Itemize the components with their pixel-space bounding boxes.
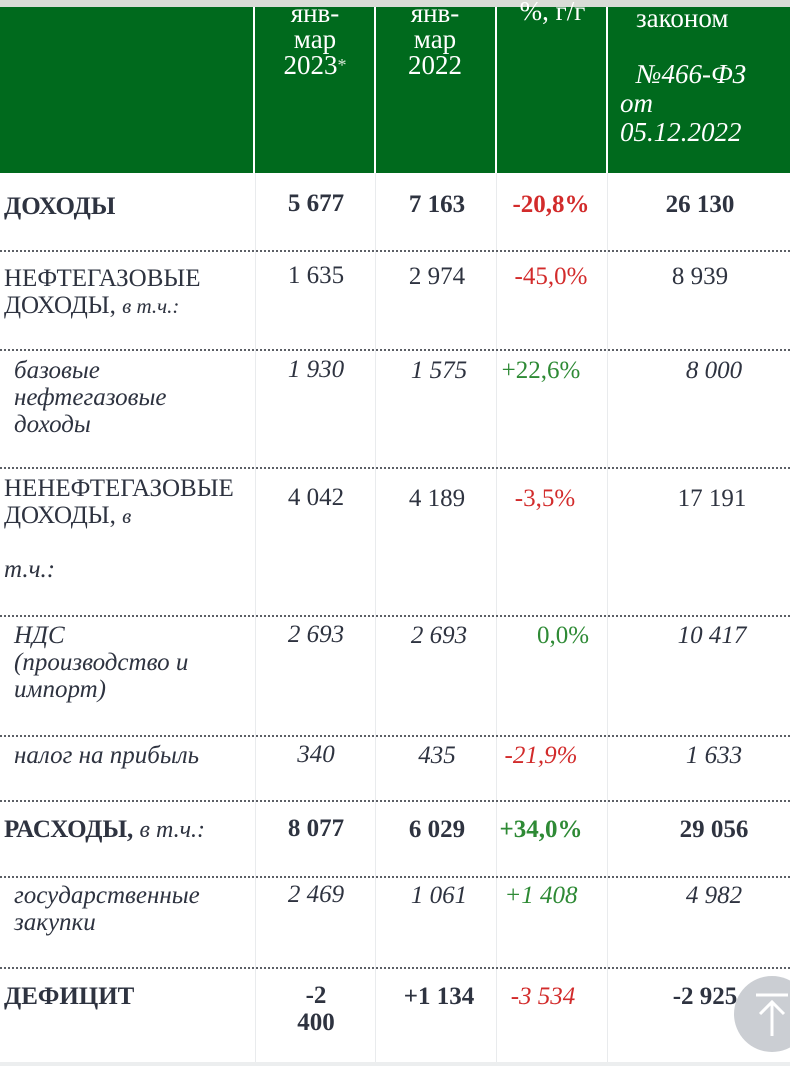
header-col-2022-line2: мар xyxy=(413,24,457,54)
row-separator xyxy=(0,615,790,617)
value-pct: +1 408 xyxy=(504,882,578,909)
row-separator xyxy=(0,876,790,878)
header-col-law-line4: 05.12.2022 xyxy=(620,117,742,147)
header-col-law xyxy=(620,4,746,147)
value-law: 8 939 xyxy=(671,263,729,290)
value-2022: 7 163 xyxy=(408,191,466,218)
row-label-line3: доходы xyxy=(14,411,91,438)
row-label xyxy=(14,357,167,438)
header-col-law-line3: от xyxy=(620,88,653,118)
row-label-line1: НЕФТЕГАЗОВЫЕ xyxy=(4,265,201,292)
value-law: 4 982 xyxy=(685,882,743,909)
value-law: 8 000 xyxy=(685,357,743,384)
row-separator xyxy=(0,349,790,351)
row-label-line2: ДОХОДЫ, xyxy=(4,292,116,319)
header-col-2023-line1: янв- xyxy=(290,0,340,28)
row-separator xyxy=(0,467,790,469)
value-2023: 1 635 xyxy=(287,262,345,289)
table-header xyxy=(0,0,790,173)
column-line xyxy=(255,173,256,1063)
header-col-2022-line3: 2022 xyxy=(408,50,462,80)
row-label xyxy=(4,475,234,583)
row-label xyxy=(14,882,200,936)
header-col-law-line2: №466-ФЗ xyxy=(636,59,747,89)
value-2023: 2 693 xyxy=(287,621,345,648)
row-label-line1: НЕНЕФТЕГАЗОВЫЕ xyxy=(4,475,234,502)
row-label: ДОХОДЫ xyxy=(4,193,116,220)
row-label-line3: т.ч.: xyxy=(4,556,56,583)
row-label xyxy=(14,622,188,703)
row-separator xyxy=(0,735,790,737)
value-law: 26 130 xyxy=(665,191,735,218)
value-law: 29 056 xyxy=(679,816,749,843)
header-col-2023-line2: мар xyxy=(293,24,337,54)
value-law: 17 191 xyxy=(677,485,747,512)
row-label: ДЕФИЦИТ xyxy=(4,983,135,1010)
row-label-note: в т.ч.: xyxy=(139,817,206,843)
header-footnote-mark: * xyxy=(337,55,347,75)
row-label-line2: закупки xyxy=(14,909,96,936)
value-2023-line2: 400 xyxy=(297,1009,335,1036)
header-col-2023 xyxy=(270,0,360,78)
row-label-line2: (производство и xyxy=(14,649,189,676)
row-label-line3: импорт) xyxy=(14,676,107,703)
header-divider xyxy=(253,7,255,173)
value-2023: 1 930 xyxy=(287,356,345,383)
row-label-line1: НДС xyxy=(14,622,65,649)
column-line xyxy=(496,173,497,1063)
arrow-up-to-top-icon xyxy=(752,992,790,1038)
value-2022: 1 575 xyxy=(410,357,468,384)
value-2023-line1: -2 xyxy=(305,982,327,1009)
value-2022: 6 029 xyxy=(408,816,466,843)
value-law: 10 417 xyxy=(677,622,747,649)
row-label: налог на прибыль xyxy=(14,742,200,769)
header-col-2022 xyxy=(390,0,480,78)
value-2023: 4 042 xyxy=(287,484,345,511)
row-label-line2: ДОХОДЫ, xyxy=(4,502,116,529)
row-separator xyxy=(0,800,790,802)
value-2022: +1 134 xyxy=(403,983,475,1010)
header-col-2022-line1: янв- xyxy=(410,0,460,28)
row-label-line1: базовые xyxy=(14,357,100,384)
value-pct: -3 534 xyxy=(510,983,576,1010)
header-col-2023-line3: 2023 xyxy=(283,50,338,80)
value-pct: -3,5% xyxy=(514,485,576,512)
row-label-note: в т.ч.: xyxy=(122,294,180,318)
row-label-note: в xyxy=(122,504,132,528)
value-pct: -45,0% xyxy=(514,263,588,290)
row-separator xyxy=(0,250,790,252)
row-separator xyxy=(0,967,790,969)
row-label-line1: государственные xyxy=(14,882,200,909)
column-line xyxy=(607,173,608,1063)
value-2023: 2 469 xyxy=(287,881,345,908)
value-pct: 0,0% xyxy=(536,622,590,649)
row-label xyxy=(4,816,205,844)
value-pct: +22,6% xyxy=(501,357,581,384)
header-divider xyxy=(374,7,376,173)
header-col-pct: %, г/г xyxy=(519,0,586,26)
value-2022: 2 693 xyxy=(410,622,468,649)
value-2023: 8 077 xyxy=(287,815,345,842)
header-divider xyxy=(606,7,608,173)
value-pct: -20,8% xyxy=(512,191,590,218)
value-2022: 435 xyxy=(418,742,456,769)
row-label-main: РАСХОДЫ, xyxy=(4,816,134,843)
value-2022: 2 974 xyxy=(408,263,466,290)
value-2023: 5 677 xyxy=(287,190,345,217)
value-2023: 340 xyxy=(297,741,335,768)
value-pct: +34,0% xyxy=(499,816,583,843)
row-label-line2: нефтегазовые xyxy=(14,384,167,411)
bottom-edge xyxy=(0,1062,790,1066)
value-2023 xyxy=(258,982,374,1036)
column-line xyxy=(375,173,376,1063)
value-law: 1 633 xyxy=(685,742,743,769)
value-law: -2 925 xyxy=(672,983,738,1010)
value-pct: -21,9% xyxy=(504,742,578,769)
value-2022: 1 061 xyxy=(410,882,468,909)
header-divider xyxy=(495,7,497,173)
value-2022: 4 189 xyxy=(408,485,466,512)
header-col-law-line1: законом xyxy=(636,3,729,33)
row-label xyxy=(4,265,200,320)
